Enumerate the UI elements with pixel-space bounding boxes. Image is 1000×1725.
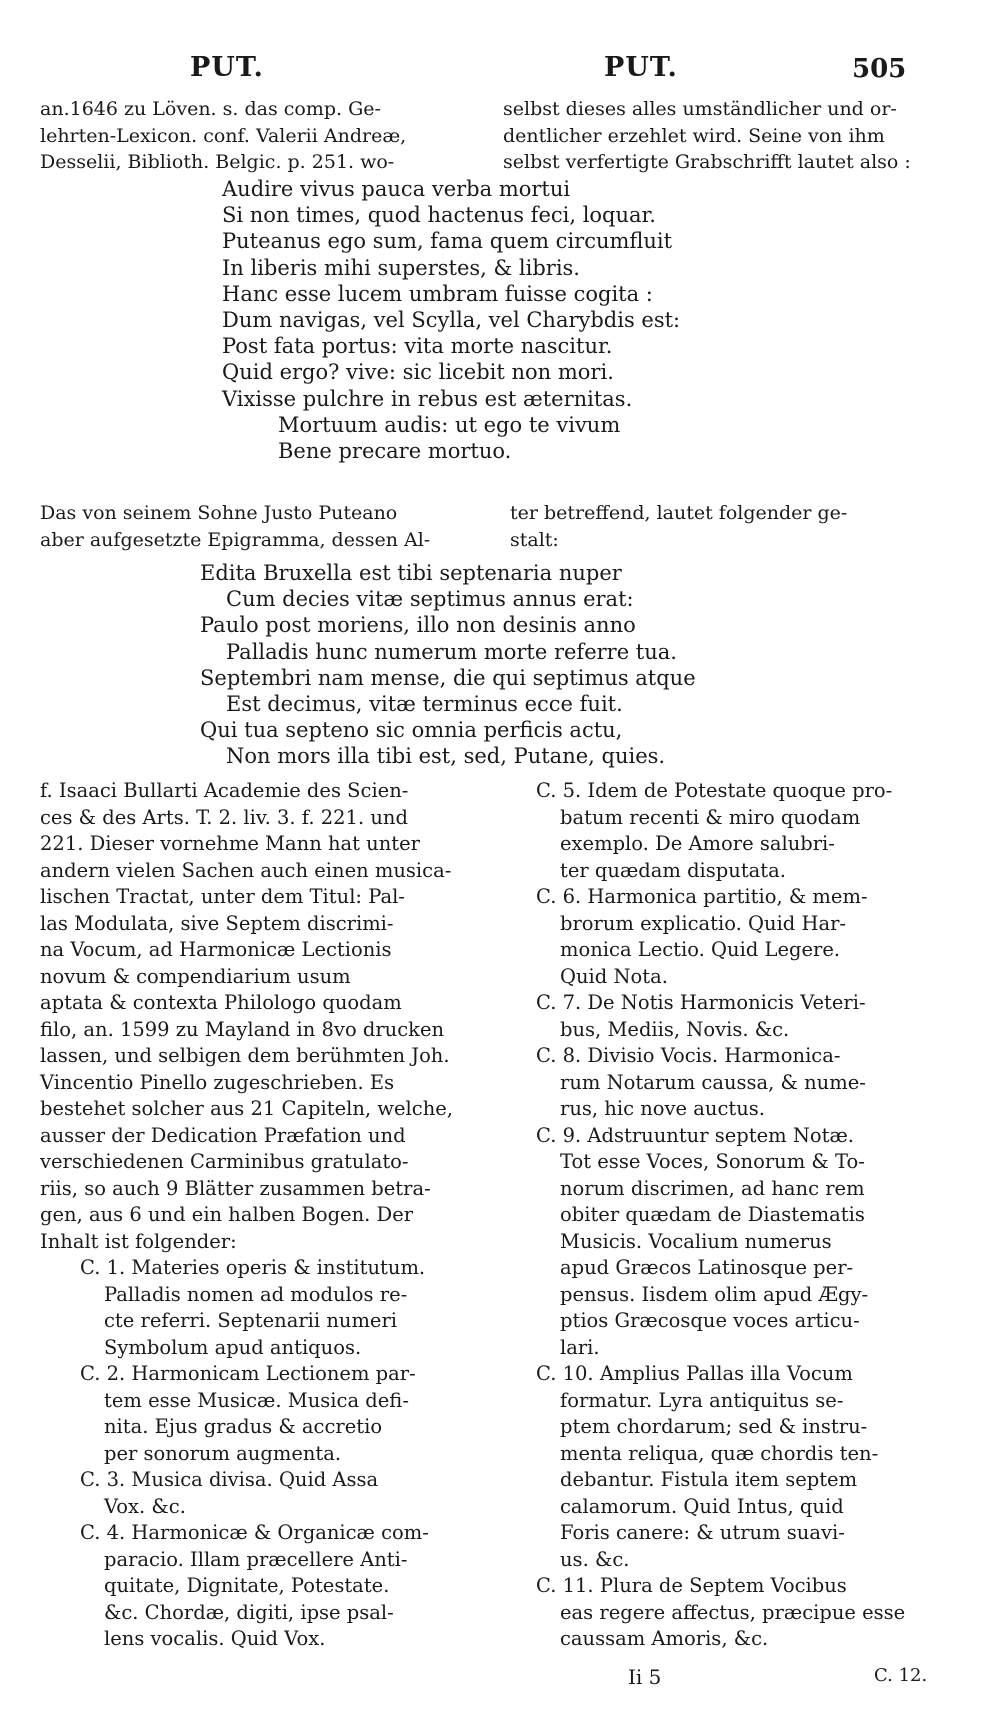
chapter-line: &c. Chordæ, digiti, ipse psal- (104, 1600, 394, 1624)
right-column (536, 778, 976, 1653)
poem-line: In liberis mihi superstes, & libris. (222, 255, 580, 280)
text-line: f. Isaaci Bullarti Academie des Scien- (40, 779, 409, 802)
chapter-line: C. 10. Amplius Pallas illa Vocum (536, 1362, 853, 1385)
text-line: andern vielen Sachen auch einen musica- (40, 858, 452, 882)
chapter-entry (80, 1255, 470, 1361)
poem-line: Edita Bruxella est tibi septenaria nuper (200, 561, 622, 585)
text-line: bestehet solcher aus 21 Capiteln, welche, (40, 1097, 453, 1120)
chapter-line: quitate, Dignitate, Potestate. (104, 1574, 390, 1597)
chapter-line: Palladis nomen ad modulos re- (104, 1282, 408, 1306)
chapter-entry (536, 884, 976, 990)
poem-line: Post fata portus: vita morte nascitur. (222, 334, 613, 359)
chapter-line: ptios Græcosque voces articu- (560, 1309, 860, 1332)
chapter-line: paracio. Illam præcellere Anti- (104, 1547, 408, 1571)
chapter-line: eas regere affectus, præcipue esse (560, 1600, 906, 1624)
chapter-line: bus, Mediis, Novis. &c. (560, 1017, 790, 1041)
text-line: dentlicher erzehlet wird. Seine von ihm (503, 124, 885, 147)
chapter-line: formatur. Lyra antiquitus se- (560, 1388, 844, 1412)
chapter-line: C. 3. Musica divisa. Quid Assa (80, 1468, 379, 1491)
poem-line: Est decimus, vitæ terminus ecce fuit. (226, 692, 623, 717)
chapter-line: lens vocalis. Quid Vox. (104, 1627, 326, 1650)
text-line: 221. Dieser vornehme Mann hat unter (40, 832, 421, 855)
chapter-line: C. 1. Materies operis & institutum. (80, 1256, 426, 1279)
poem-line: Paulo post moriens, illo non desinis anno (200, 613, 636, 638)
text-line: stalt: (510, 528, 559, 551)
chapter-line: C. 7. De Notis Harmonicis Veteri- (536, 991, 866, 1014)
text-line: aber aufgesetzte Epigramma, dessen Al- (40, 528, 431, 551)
text-line: lischen Tractat, unter dem Titul: Pal- (40, 885, 405, 908)
text-line: riis, so auch 9 Blätter zusammen betra- (40, 1176, 431, 1200)
chapter-line: us. &c. (560, 1547, 630, 1571)
chapter-line: lari. (560, 1335, 600, 1359)
poem-line: Si non times, quod hactenus feci, loquar. (222, 203, 656, 228)
poem-line: Puteanus ego sum, fama quem circumfluit (222, 229, 673, 254)
chapter-line: Foris canere: & utrum suavi- (560, 1521, 845, 1544)
top-text-right (503, 96, 911, 176)
text-line: verschiedenen Carminibus gratulato- (40, 1150, 409, 1173)
running-head-left: PUT. (190, 52, 264, 83)
chapter-entry (80, 1467, 470, 1520)
text-line: ausser der Dedication Præfation und (40, 1123, 406, 1147)
chapter-line: ptem chordarum; sed & instru- (560, 1415, 868, 1438)
text-line: Das von seinem Sohne Justo Puteano (40, 502, 398, 524)
page-number: 505 (852, 54, 907, 84)
chapter-line: rus, hic nove auctus. (560, 1097, 765, 1120)
text-line: Desselii, Biblioth. Belgic. p. 251. wo- (40, 151, 395, 173)
chapter-line: Quid Nota. (560, 964, 668, 988)
epitaph-poem (222, 176, 680, 464)
text-line: Vincentio Pinello zugeschrieben. Es (40, 1070, 395, 1094)
chapter-line: cte referri. Septenarii numeri (104, 1309, 398, 1332)
text-line: Inhalt ist folgender: (40, 1229, 237, 1253)
text-line: ces & des Arts. T. 2. liv. 3. f. 221. und (40, 805, 408, 829)
chapter-line: obiter quædam de Diastematis (560, 1203, 865, 1226)
catchword: C. 12. (874, 1665, 928, 1686)
poem-line-indented: Bene precare mortuo. (278, 439, 512, 464)
poem-line-indented: Mortuum audis: ut ego te vivum (278, 412, 621, 437)
chapter-line: norum discrimen, ad hanc rem (560, 1176, 865, 1200)
chapter-line: Vox. &c. (104, 1494, 186, 1518)
text-line: novum & compendiarium usum (40, 964, 351, 988)
chapter-line: C. 11. Plura de Septem Vocibus (536, 1574, 847, 1597)
chapter-line: tem esse Musicæ. Musica defi- (104, 1388, 409, 1412)
chapter-line: C. 9. Adstruuntur septem Notæ. (536, 1123, 855, 1147)
poem-line: Non mors illa tibi est, sed, Putane, quies. (226, 744, 666, 769)
chapter-line: ter quædam disputata. (560, 858, 786, 882)
chapter-entry (536, 990, 976, 1043)
epigram-poem (200, 560, 696, 770)
chapter-line: nita. Ejus gradus & accretio (104, 1415, 383, 1438)
text-line: lehrten-Lexicon. conf. Valerii Andreæ, (40, 124, 407, 147)
poem-line: Septembri nam mense, die qui septimus atque (200, 665, 696, 690)
chapter-line: Musicis. Vocalium numerus (560, 1229, 832, 1253)
text-line: na Vocum, ad Harmonicæ Lectionis (40, 938, 392, 961)
poem-line: Cum decies vitæ septimus annus erat: (226, 587, 634, 612)
mid-text-right (510, 500, 847, 553)
poem-line: Qui tua septeno sic omnia perficis actu, (200, 718, 623, 743)
chapter-line: C. 6. Harmonica partitio, & mem- (536, 885, 868, 908)
signature-mark: Ii 5 (628, 1665, 662, 1689)
text-line: selbst dieses alles umständlicher und or- (503, 98, 897, 120)
chapter-line: debantur. Fistula item septem (560, 1468, 858, 1491)
text-line: selbst verfertigte Grabschrifft lautet also : (503, 151, 911, 173)
poem-line: Palladis hunc numerum morte referre tua. (226, 639, 677, 664)
poem-line: Quid ergo? vive: sic licebit non mori. (222, 360, 614, 385)
chapter-line: exemplo. De Amore salubri- (560, 832, 835, 855)
chapter-line: Symbolum apud antiquos. (104, 1335, 362, 1359)
chapter-line: brorum explicatio. Quid Har- (560, 911, 847, 935)
chapter-entry (536, 1123, 976, 1362)
chapter-entry (536, 1573, 976, 1653)
poem-line: Vixisse pulchre in rebus est æternitas. (222, 386, 633, 411)
top-text-left (40, 96, 406, 176)
text-line: aptata & contexta Philologo quodam (40, 991, 402, 1014)
poem-line: Audire vivus pauca verba mortui (222, 177, 571, 201)
text-line: an.1646 zu Löven. s. das comp. Ge- (40, 98, 381, 120)
chapter-line: C. 2. Harmonicam Lectionem par- (80, 1362, 416, 1385)
chapter-line: per sonorum augmenta. (104, 1441, 342, 1465)
chapter-line: C. 8. Divisio Vocis. Harmonica- (536, 1044, 841, 1067)
poem-line: Dum navigas, vel Scylla, vel Charybdis est: (222, 308, 681, 333)
poem-line: Hanc esse lucem umbram fuisse cogita : (222, 281, 653, 306)
left-column (40, 778, 470, 1653)
chapter-entry (80, 1520, 470, 1653)
text-line: las Modulata, sive Septem discrimi- (40, 911, 394, 935)
text-line: gen, aus 6 und ein halben Bogen. Der (40, 1203, 414, 1226)
chapter-line: batum recenti & miro quodam (560, 805, 861, 829)
chapter-entry (536, 1043, 976, 1123)
text-line: filo, an. 1599 zu Mayland in 8vo drucken (40, 1017, 445, 1041)
chapter-line: monica Lectio. Quid Legere. (560, 938, 841, 961)
chapter-line: caussam Amoris, &c. (560, 1627, 769, 1650)
running-head-right: PUT. (604, 52, 678, 83)
chapter-line: apud Græcos Latinosque per- (560, 1256, 854, 1279)
chapter-entry (80, 1361, 470, 1467)
chapter-entry (536, 778, 976, 884)
chapter-line: pensus. Iisdem olim apud Ægy- (560, 1282, 869, 1306)
chapter-line: C. 4. Harmonicæ & Organicæ com- (80, 1521, 429, 1544)
chapter-line: Tot esse Voces, Sonorum & To- (560, 1150, 865, 1173)
chapter-line: calamorum. Quid Intus, quid (560, 1494, 844, 1518)
chapter-entry (536, 1361, 976, 1573)
chapter-line: rum Notarum caussa, & nume- (560, 1070, 866, 1094)
chapter-line: C. 5. Idem de Potestate quoque pro- (536, 779, 893, 802)
chapter-line: menta reliqua, quæ chordis ten- (560, 1441, 879, 1465)
text-line: lassen, und selbigen dem berühmten Joh. (40, 1044, 450, 1067)
mid-text-left (40, 500, 430, 553)
text-line: ter betreffend, lautet folgender ge- (510, 502, 848, 524)
